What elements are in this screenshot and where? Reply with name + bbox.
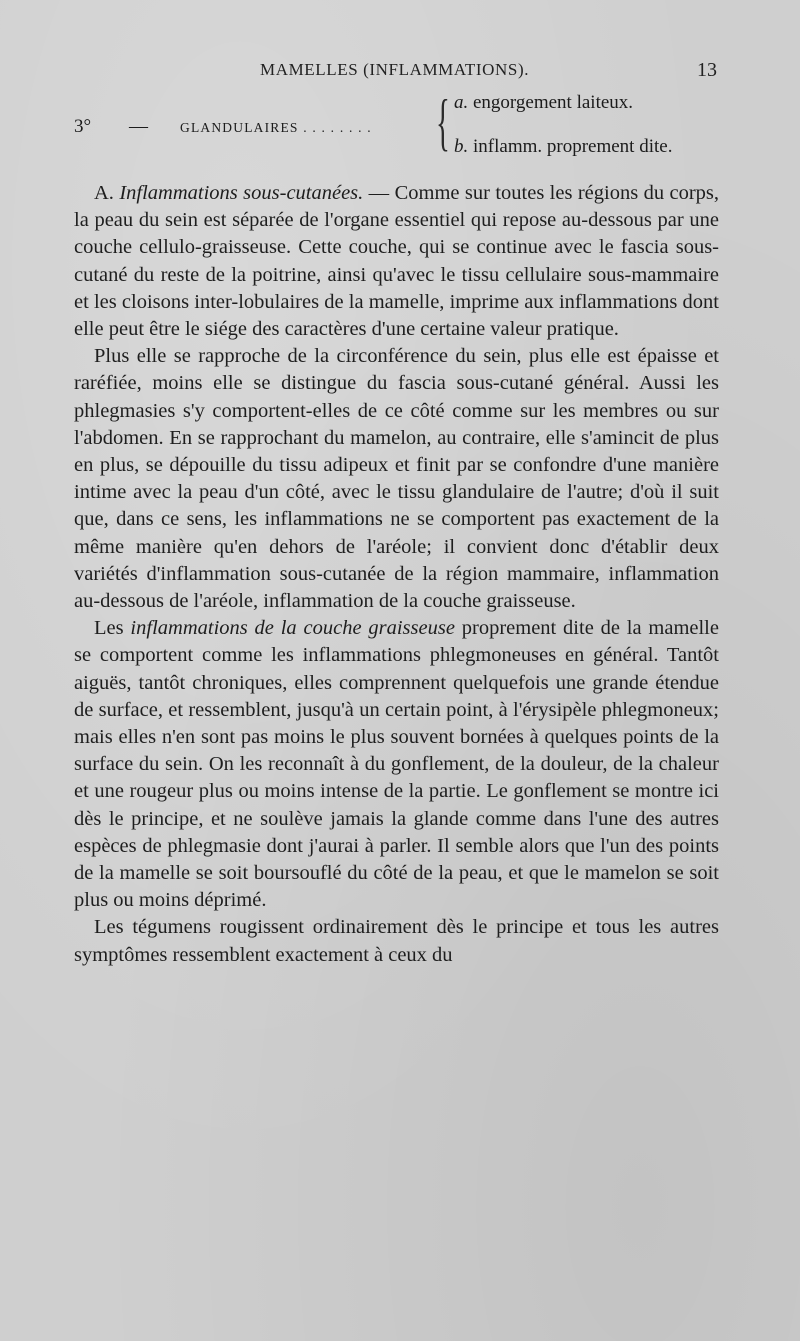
paragraph-2: Plus elle se rapproche de la circonférence du sein, plus elle est épaisse et raréfiée, moins elle se distingue du fascia sous-cutané général. Aussi les phlegmasies s'y comportent-elles de ce côté comme sur les membres ou sur l'abdomen. En se rapprochant du mamelon, au contraire, elle s'amincit de plus en plus, se dépouille du tissu adipeux et finit par se confondre d'une manière intime avec la peau d'un côté, avec le tissu glandulaire de l'autre; d'où il suit que, dans ce sens, les inflammations ne se comportent pas exactement de la même manière qu'en dehors de l'aréole; il convient donc d'établir deux variétés d'inflammation sous-cutanée de la région mammaire, inflammation au-dessous de l'aréole, inflammation de la couche graisseuse. [74, 345, 719, 613]
branch-b-text: inflamm. proprement dite. [468, 136, 673, 157]
branch-a [454, 92, 633, 114]
branch-a-text: engorgement laiteux. [468, 92, 634, 113]
section-a-paragraph [74, 180, 719, 343]
branch-b [454, 136, 672, 158]
paragraph-3 [74, 615, 719, 914]
paragraph-3-lead: Les [94, 617, 131, 640]
section-a-letter: A. [94, 182, 114, 204]
classification-dash: — [129, 116, 148, 137]
classification-label: GLANDULAIRES . . . . . . . . [180, 120, 372, 135]
classification-row [74, 86, 734, 170]
section-a-text: Comme sur toutes les régions du corps, la peau du sein est séparée de l'organe essentiel qui repose au-dessous par une couche cellulo-graisseuse. Cette couche, qui se continue avec le fascia sous-cutané du reste de la poitrine, ainsi qu'avec le tissu cellulaire sous-mammaire et les cloisons inter-lobulaires de la mamelle, imprime aux inflammations dont elle peut être le siége des caractères d'une certaine valeur pratique. [74, 182, 719, 341]
paragraph-3-italic: inflammations de la couche graisseuse [130, 617, 455, 640]
section-a-dash: — [363, 182, 395, 204]
curly-brace-icon: { [436, 86, 450, 157]
paragraph-3-text: proprement dite de la mamelle se comportent comme les inflammations phlegmoneuses en général. Tantôt aiguës, tantôt chroniques, elles comprennent quelquefois une grande étendue de surface, et ressemblent, jusqu'à un certain point, à l'érysipèle phlegmoneux; mais elles n'en sont pas moins le plus souvent bornées à quelques points de la surface du sein. On les reconnaît à du gonflement, de la douleur, de la chaleur et une rougeur plus ou moins intense de la partie. Le gonflement se montre ici dès le principe, et ne soulève jamais la glande comme dans l'une des autres espèces de phlegmasie dont j'aurai à parler. Il semble alors que l'un des points de la mamelle se soit boursouflé du côté de la peau, et que le mamelon se soit plus ou moins déprimé. [74, 617, 719, 912]
paragraph-4: Les tégumens rougissent ordinairement dès le principe et tous les autres symptômes ressemblent exactement à ceux du [74, 916, 719, 966]
page-number: 13 [697, 59, 717, 81]
branch-b-letter: b. [454, 136, 469, 157]
branch-a-letter: a. [454, 92, 469, 113]
section-a-title: Inflammations sous-cutanées. [119, 182, 364, 204]
running-head: MAMELLES (INFLAMMATIONS). [260, 60, 530, 79]
body-text [74, 180, 719, 969]
classification-number: 3° [74, 116, 92, 137]
